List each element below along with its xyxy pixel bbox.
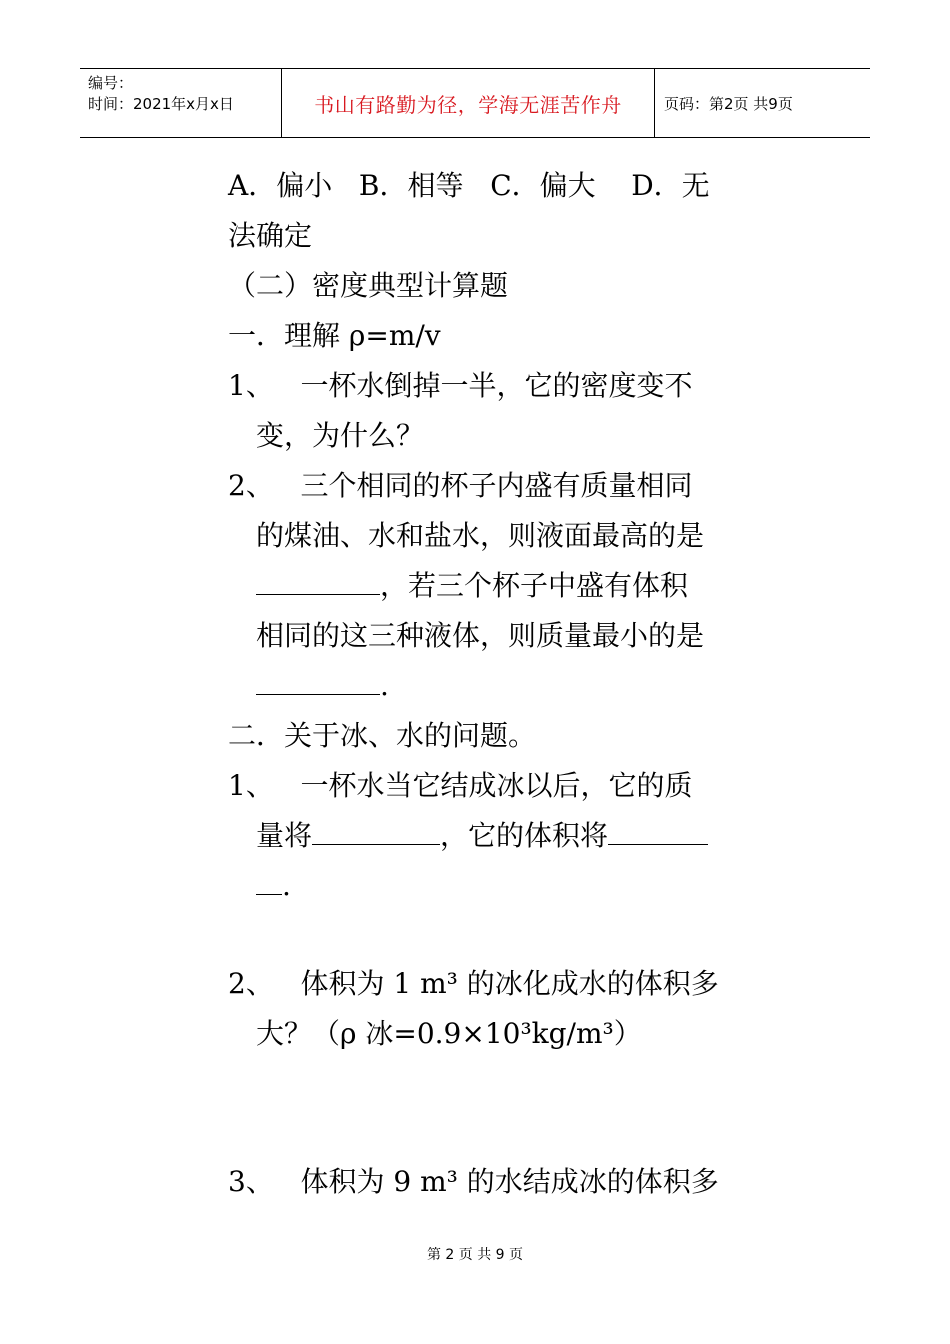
question-1-2-line5	[256, 668, 389, 704]
page-footer: 第 2 页 共 9 页	[426, 1247, 524, 1263]
header-page-info: 页码：第2页 共9页	[664, 94, 793, 113]
fill-blank[interactable]	[256, 868, 282, 895]
part1-title: 一．理解 ρ=m/v	[228, 319, 441, 352]
question-1-1-line1: 1、 一杯水倒掉一半，它的密度变不	[228, 369, 693, 402]
options-line: A．偏小 B．相等 C．偏大 D．无	[228, 169, 710, 202]
question-2-1-line2	[256, 818, 708, 854]
question-1-1-line2: 变，为什么？	[256, 419, 425, 452]
question-1-2-line3-text: ，若三个杯子中盛有体积	[380, 569, 689, 602]
part2-title: 二．关于冰、水的问题。	[228, 719, 537, 752]
fill-blank[interactable]	[256, 568, 380, 595]
fill-blank[interactable]	[256, 668, 380, 695]
question-2-2-line1: 2、 体积为 1 m³ 的冰化成水的体积多	[228, 967, 719, 1000]
question-2-3-line1: 3、 体积为 9 m³ 的水结成冰的体积多	[228, 1165, 719, 1198]
header-motto: 书山有路勤为径，学海无涯苦作舟	[314, 92, 622, 117]
question-1-2-line1: 2、 三个相同的杯子内盛有质量相同	[228, 469, 693, 502]
question-1-2-line4: 相同的这三种液体，则质量最小的是	[256, 619, 705, 652]
fill-blank[interactable]	[608, 818, 708, 845]
question-2-1-text-b: ，它的体积将	[440, 819, 609, 852]
section-title: （二）密度典型计算题	[228, 269, 509, 302]
question-2-1-text-a: 量将	[256, 819, 313, 852]
question-1-2-line5-text: .	[380, 669, 389, 702]
header-time-label: 时间：2021年x月x日	[88, 95, 234, 113]
fill-blank[interactable]	[312, 818, 440, 845]
question-2-1-line3	[256, 868, 291, 904]
question-2-1-line3-text: .	[282, 869, 291, 902]
question-2-1-line1: 1、 一杯水当它结成冰以后，它的质	[228, 769, 693, 802]
question-1-2-line2: 的煤油、水和盐水，则液面最高的是	[256, 519, 705, 552]
question-1-2-line3	[256, 568, 688, 604]
header-number-label: 编号：	[88, 74, 134, 92]
question-2-2-line2: 大？（ρ 冰=0.9×10³kg/m³）	[256, 1017, 642, 1050]
options-continuation: 法确定	[228, 219, 313, 252]
